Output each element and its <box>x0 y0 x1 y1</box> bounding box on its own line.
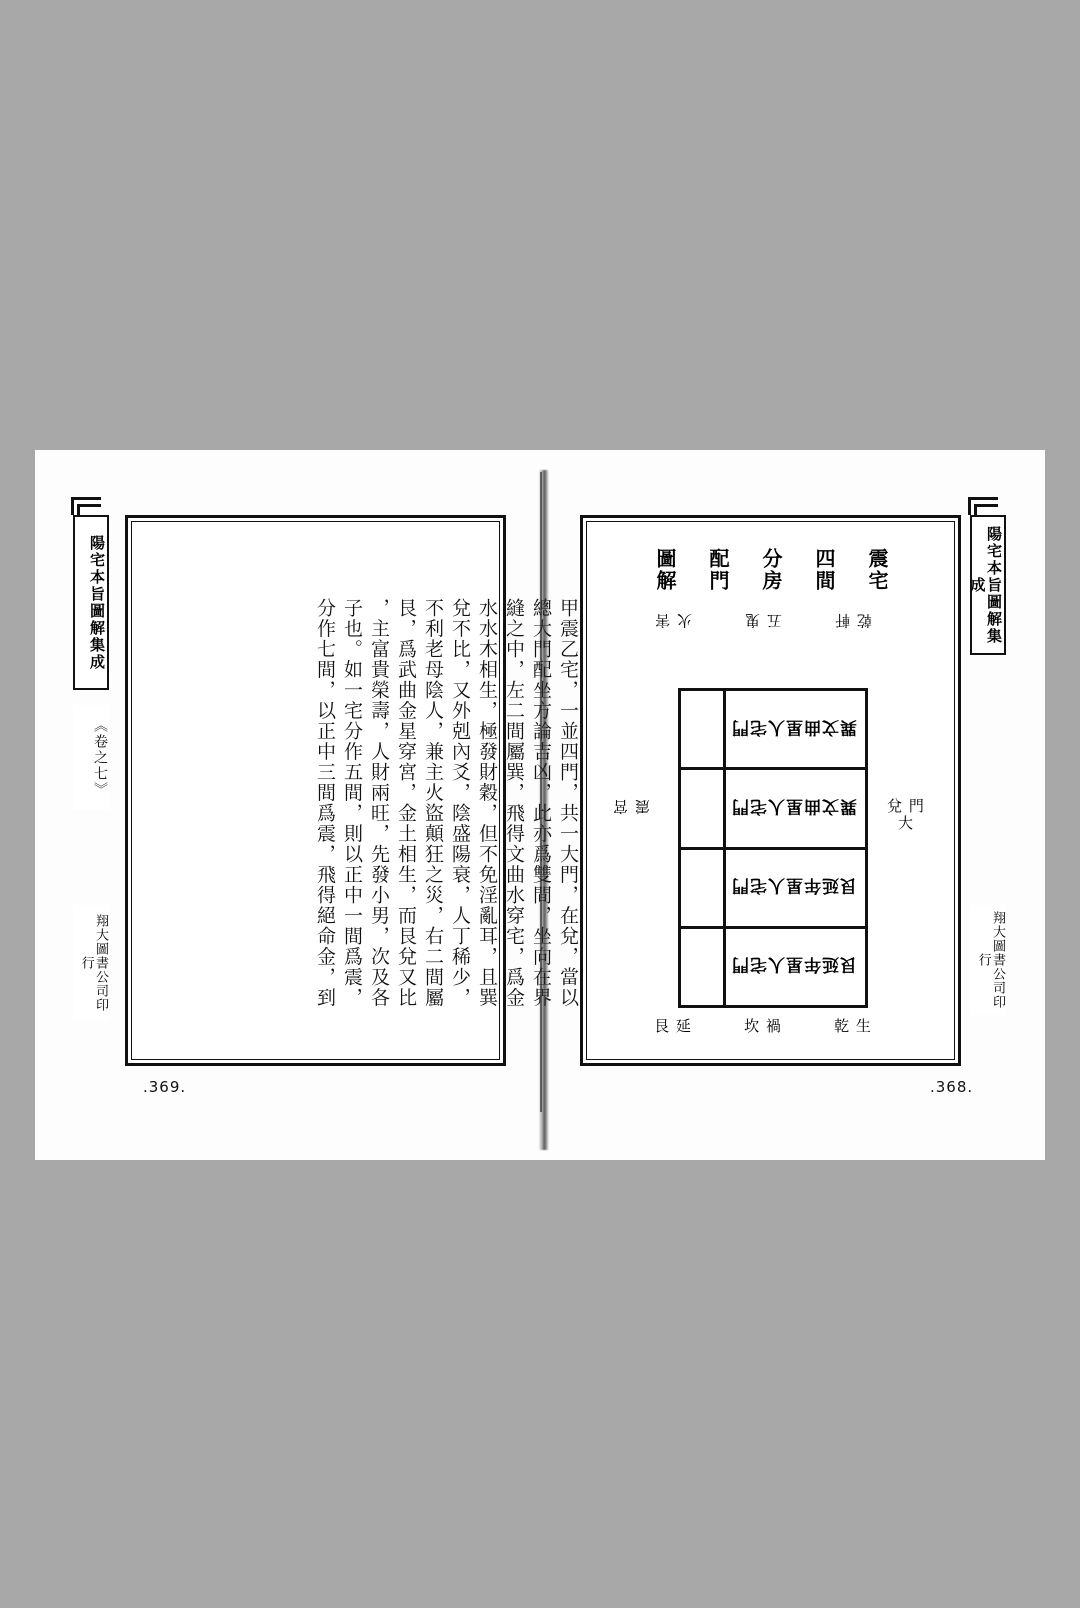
label-bottom-right: 乾 生 <box>834 1017 872 1035</box>
room-door-label: 門 <box>732 875 749 896</box>
right-page-frame <box>580 515 961 1066</box>
room-door-label: 門 <box>732 716 749 737</box>
page-gutter-line <box>540 472 542 1112</box>
diagram-title-col-2: 四間 <box>812 548 836 592</box>
room-label: 艮延年星人宅 <box>749 954 857 975</box>
diagram-body <box>583 608 958 1053</box>
label-top-left: 火 害 <box>654 611 692 630</box>
label-right-side: 兌 門大 <box>887 797 925 832</box>
text-column: 子也。如一宅分作五間，則以正中一間爲震， <box>341 598 363 1008</box>
room-label: 巽文曲星人宅 <box>749 795 857 816</box>
label-left-side: 震 宮 <box>612 797 650 816</box>
publisher-strip-right: 翔大圖書公司印行 <box>970 905 1006 1015</box>
room-label: 艮延年星人宅 <box>749 875 857 896</box>
room-divider <box>723 770 726 846</box>
text-column: 兌不比，又外剋內爻，陰盛陽衰，人丁稀少， <box>449 598 471 1008</box>
scanned-page <box>35 450 1045 1160</box>
room-door-label: 門 <box>732 795 749 816</box>
room-label: 巽文曲星人宅 <box>749 716 857 737</box>
corner-ornament-icon <box>71 497 101 515</box>
plan-room <box>681 850 865 929</box>
folio-number-right: .368. <box>930 1078 974 1096</box>
diagram-title-col-1: 震宅 <box>865 548 889 592</box>
text-column: 分作七間，以正中三間爲震，飛得絕命金，到 <box>314 598 336 1008</box>
diagram-title <box>583 548 958 592</box>
text-column: 不利老母陰人，兼主火盜顛狂之災，右二間屬 <box>422 598 444 1008</box>
label-bottom-center: 坎 禍 <box>744 1017 782 1035</box>
left-page-frame <box>125 515 579 1066</box>
plan-room <box>681 770 865 849</box>
room-divider <box>723 850 726 926</box>
text-column: 縫之中，左二間屬巽，飛得文曲水穿宅，爲金 <box>503 598 525 1008</box>
text-column: 艮，爲武曲金星穿宮，金土相生，而艮兌又比 <box>395 598 417 1008</box>
diagram-title-col-4: 配門 <box>706 548 730 592</box>
house-plan <box>678 688 868 1008</box>
label-top-center: 五 鬼 <box>744 611 782 630</box>
label-bottom-left: 艮 延 <box>654 1017 692 1035</box>
diagram-title-col-5: 圖解 <box>653 548 677 592</box>
publisher-strip-left: 翔大圖書公司印行 <box>73 905 109 1020</box>
corner-ornament-icon <box>968 497 998 515</box>
room-door-label: 門 <box>732 954 749 975</box>
text-column: 水水木相生，極發財穀，但不免淫亂耳，且巽 <box>476 598 498 1008</box>
right-leaf-page <box>540 450 1045 1160</box>
room-divider <box>723 929 726 1005</box>
text-column: ，主富貴榮壽，人財兩旺，先發小男，次及各 <box>368 598 390 1008</box>
text-column: 甲震乙宅，一並四門，共一大門，在兌，當以 <box>557 598 579 1008</box>
diagram-title-col-3: 分房 <box>759 548 783 592</box>
volume-strip: 《卷之七》 <box>73 705 109 810</box>
room-divider <box>723 691 726 767</box>
plan-room <box>681 929 865 1005</box>
label-top-right: 乾 軒 <box>834 611 872 630</box>
book-title-strip-left: 陽宅本旨圖解集成 <box>73 515 109 690</box>
folio-number-left: .369. <box>143 1078 187 1096</box>
left-leaf-page <box>35 450 579 1160</box>
plan-room <box>681 691 865 770</box>
book-title-strip-right: 陽宅本旨圖解集成 <box>970 515 1006 655</box>
